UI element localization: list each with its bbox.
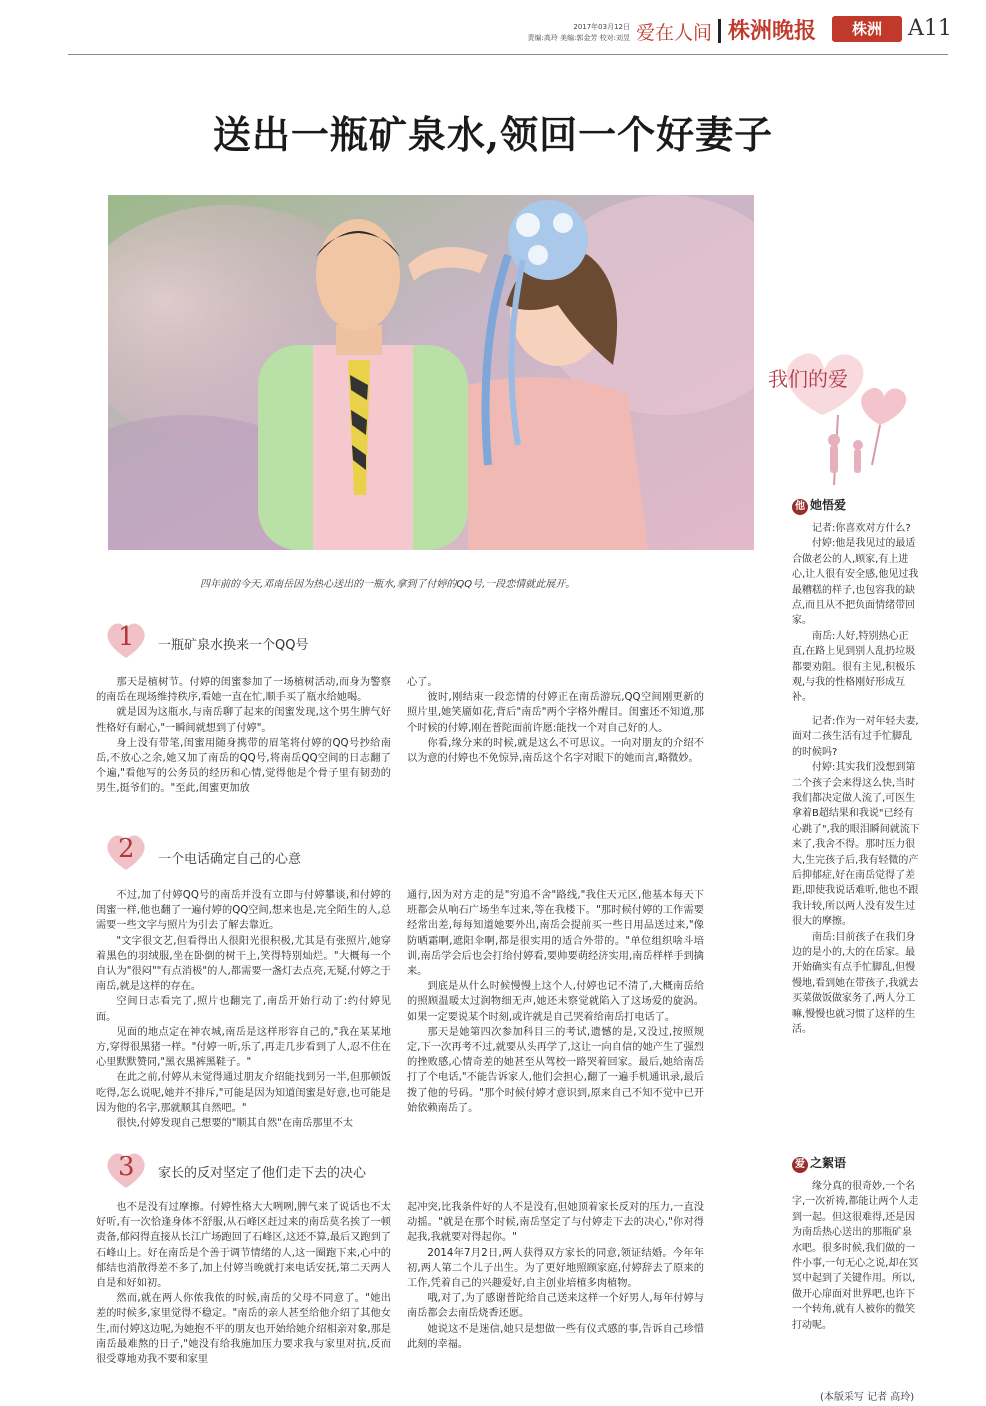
paragraph: 哦,对了,为了感谢普陀给自己送来这样一个好男人,每年付婷与南岳都会去南岳烧香还愿。 bbox=[407, 1293, 704, 1320]
section-3-col-right bbox=[407, 1200, 704, 1352]
sidebar-box-heading bbox=[792, 498, 920, 515]
paragraph: 她说这不是迷信,她只是想做一些有仪式感的事,告诉自己珍惜此刻的幸福。 bbox=[407, 1323, 704, 1350]
heading-text: 之絮语 bbox=[810, 1156, 847, 1170]
paragraph: 2014年7月2日,两人获得双方家长的同意,领证结婚。今年年初,两人第二个儿子出生。为了更好地照顾家庭,付婷辞去了原来的工作,凭着自己的兴趣爱好,自主创业培植多肉植物。 bbox=[407, 1247, 704, 1290]
sidebar-box-interview bbox=[792, 498, 920, 1037]
paragraph: 空间日志看完了,照片也翻完了,南岳开始行动了:约付婷见面。 bbox=[96, 996, 391, 1023]
section-2-col-right bbox=[407, 888, 704, 1116]
paragraph: 很快,付婷发现自己想要的"顺其自然"在南岳那里不太 bbox=[116, 1118, 354, 1130]
section-number: 1 bbox=[118, 622, 135, 652]
section-2-heading bbox=[104, 832, 148, 876]
header-divider bbox=[718, 19, 721, 43]
paragraph: 身上没有带笔,闺蜜用随身携带的眉笔将付婷的QQ号抄给南岳,不放心之余,她又加了南岳的QQ号,将南岳QQ空间的日志翻了个遍,"看他写的公务员的经历和心情,觉得他是个骨子里有韧劲的男生,挺爷们的。"至此,闺蜜更加放 bbox=[96, 737, 391, 795]
sidebar-box-heading bbox=[792, 1156, 920, 1173]
section-3-col-left bbox=[96, 1200, 391, 1367]
heading-badge: 他 bbox=[792, 499, 808, 515]
section-name: 爱在人间 bbox=[636, 22, 713, 44]
section-2-col-left bbox=[96, 888, 391, 1131]
paragraph: "文字很文艺,但看得出人很阳光很积极,尤其是有张照片,她穿着黑色的羽绒服,坐在卧倒的树干上,笑得特别灿烂。"大概每一个自认为"很闷""有点消极"的人,都需要一盏灯去点亮,无疑,付婷之于南岳,就是这样的存在。 bbox=[96, 935, 391, 993]
page-number: A11 bbox=[908, 16, 952, 41]
headline: 送出一瓶矿泉水,领回一个好妻子 bbox=[212, 112, 774, 157]
section-3-title: 家长的反对坚定了他们走下去的决心 bbox=[158, 1166, 367, 1181]
sidebar-box-words bbox=[792, 1156, 920, 1333]
header-date: 2017年03月12日 bbox=[573, 23, 630, 31]
paragraph: 南岳:人好,特别热心正直,在路上见到别人乱扔垃圾都要劝阻。很有主见,积极乐观,与我的性格刚好形成互补。 bbox=[792, 630, 916, 704]
paragraph: 南岳:目前孩子在我们身边的是小的,大的在岳家。最开始确实有点手忙脚乱,但慢慢地,看到她在带孩子,我就去买菜做饭做家务了,两人分工嘛,慢慢也就习惯了这样的生活。 bbox=[792, 931, 919, 1035]
section-3-heading bbox=[104, 1150, 148, 1194]
paragraph: 然而,就在两人你侬我侬的时候,南岳的父母不同意了。"她出差的时候多,家里觉得不稳定。"南岳的亲人甚至给他介绍了其他女生,而付婷这边呢,为她抱不平的朋友也开始给她介绍相亲对象,那是南岳最难熬的日子,"她没有给我施加压力要求我与家里对抗,反而很受尊地劝我不要和家里 bbox=[96, 1293, 391, 1366]
header-meta bbox=[470, 22, 630, 44]
sidebar-title: 我们的爱 bbox=[768, 367, 848, 391]
couple-photo bbox=[108, 195, 754, 550]
paragraph: 那天是她第四次参加科目三的考试,遗憾的是,又没过,按照规定,下一次再考不过,就要从头再学了,这让一向自信的她产生了强烈的挫败感,心情奇差的她甚至从驾校一路哭着回家。最后,她给南岳打了个电话,"不能告诉家人,他们会担心,翻了一遍手机通讯录,最后拨了他的号码。"那个时候付婷才意识到,原来自己不知不觉中已开始依赖南岳了。 bbox=[407, 1026, 704, 1114]
section-1-col-right bbox=[407, 675, 704, 766]
paragraph: 起冲突,比我条件好的人不是没有,但她顶着家长反对的压力,一直没动摇。"就是在那个时候,南岳坚定了与付婷走下去的决心,"你对得起我,我就要对得起你。" bbox=[407, 1202, 704, 1244]
section-1-col-left bbox=[96, 675, 391, 797]
paragraph: 在此之前,付婷从未觉得通过朋友介绍能找到另一半,但那顿饭吃得,怎么说呢,她并不排斥,"可能是因为知道闺蜜是好意,也可能是因为他的名字,那就顺其自然吧。" bbox=[96, 1072, 391, 1114]
paragraph: 见面的地点定在神农城,南岳是这样形容自己的,"我在某某地方,穿得很黑猪一样。"付婷一听,乐了,再走几步看到了人,忍不住在心里默默赞同,"黑衣黑裤黑鞋子。" bbox=[96, 1026, 391, 1069]
paragraph: 付婷:他是我见过的最适合做老公的人,顾家,有上进心,让人很有安全感,他见过我最糟糕的样子,也包容我的缺点,而且从不把负面情绪带回家。 bbox=[792, 538, 919, 627]
paragraph: 就是因为这瓶水,与南岳聊了起来的闺蜜发现,这个男生脾气好性格好有耐心,"一瞬间就想到了付婷"。 bbox=[96, 707, 391, 734]
section-1-heading bbox=[104, 620, 148, 664]
paragraph: 那天是植树节。付婷的闺蜜参加了一场植树活动,而身为警察的南岳在现场维持秩序,看她一直在忙,顺手买了瓶水给她喝。 bbox=[96, 677, 391, 704]
header-editors: 责编:高玲 美编:郭金芳 校对:刘昱 bbox=[527, 34, 630, 42]
paragraph: 付婷:其实我们没想到第二个孩子会来得这么快,当时我们都决定做人流了,可医生拿着B超结果和我说"已经有心跳了",我的眼泪瞬间就流下来了,我舍不得。那时压力很大,生完孩子后,我有轻微的产后抑郁症,好在南岳觉得了差距,即使我说话难听,他也不跟我计较,所以两人没有发生过很大的摩擦。 bbox=[792, 762, 920, 928]
photo-illustration bbox=[108, 195, 754, 550]
heading-text: 她悟爱 bbox=[810, 498, 847, 512]
paragraph: 也不是没有过摩擦。付婷性格大大咧咧,脾气来了说话也不太好听,有一次恰逢身体不舒服,从石峰区赶过来的南岳莫名挨了一顿责备,郁闷得直接从长江广场跑回了石峰区,这还不算,最后又跑到了石峰山上。好在南岳是个善于调节情绪的人,这一圈跑下来,心中的郁结也消散得差不多了,加上付婷当晚就打来电话安抚,第二天两人自是和好如初。 bbox=[96, 1202, 391, 1290]
paragraph: 到底是从什么时候慢慢上这个人,付婷也记不清了,大概南岳给的照顾温暖太过润物细无声,她还未察觉就陷入了这场爱的旋涡。如果一定要说某个时刻,或许就是自己哭着给南岳打电话了。 bbox=[407, 981, 704, 1023]
photo-caption: 四年前的今天,邓南岳因为热心送出的一瓶水,拿到了付婷的QQ号,一段恋情就此展开。 bbox=[200, 579, 576, 590]
section-1-title: 一瓶矿泉水换来一个QQ号 bbox=[158, 638, 309, 653]
paragraph: 心了。 bbox=[407, 677, 438, 688]
section-number: 2 bbox=[118, 834, 135, 864]
section-2-title: 一个电话确定自己的心意 bbox=[158, 852, 302, 867]
paragraph: 记者:你喜欢对方什么? bbox=[812, 523, 911, 534]
paragraph: 你看,缘分来的时候,就是这么不可思议。一向对朋友的介绍不以为意的付婷也不免惊异,南岳这个名字对眼下的她而言,略微妙。 bbox=[407, 737, 704, 765]
paragraph: 不过,加了付婷QQ号的南岳并没有立即与付婷攀谈,和付婷的闺蜜一样,他也翻了一遍付婷的QQ空间,想来也是,完全陌生的人,总需要一些文字与照片为引去了解去靠近。 bbox=[96, 890, 391, 932]
header-rule bbox=[68, 54, 948, 55]
byline: (本版采写 记者 高玲) bbox=[820, 1392, 915, 1403]
paragraph: 缘分真的很奇妙,一个名字,一次祈祷,都能让两个人走到一起。但这很难得,还是因为南岳热心送出的那瓶矿泉水吧。很多时候,我们做的一件小事,一句无心之说,却在冥冥中起到了关键作用。所以,做开心扉面对世界吧,也许下一个转角,就有人被你的微笑打动呢。 bbox=[792, 1181, 919, 1331]
heading-badge: 爱 bbox=[792, 1157, 808, 1173]
paragraph: 通行,因为对方走的是"穷追不舍"路线,"我住天元区,他基本每天下班都会从响石广场坐车过来,等在我楼下。"那时候付婷的工作需要经常出差,每每知道她要外出,南岳会提前买一些日用品送过来,"像防晒霜啊,遮阳伞啊,都是很实用的适合外带的。"单位组织啥斗培训,南岳学会后也会打给付婷看,要帅要萌经济实用,南岳样样手到擒来。 bbox=[407, 890, 704, 978]
newspaper-logo: 株洲晚报 bbox=[728, 18, 817, 44]
paragraph: 彼时,刚结束一段恋情的付婷正在南岳游玩,QQ空间刚更新的照片里,她笑靥如花,背后"南岳"两个字格外醒目。闺蜜还不知道,那个时候的付婷,刚在普陀面前许愿:能找一个对自己好的人。 bbox=[407, 692, 704, 734]
paragraph: 记者:作为一对年轻夫妻,面对二孩生活有过手忙脚乱的时候吗? bbox=[792, 715, 919, 758]
section-number: 3 bbox=[118, 1152, 135, 1182]
city-badge: 株洲 bbox=[832, 16, 902, 42]
